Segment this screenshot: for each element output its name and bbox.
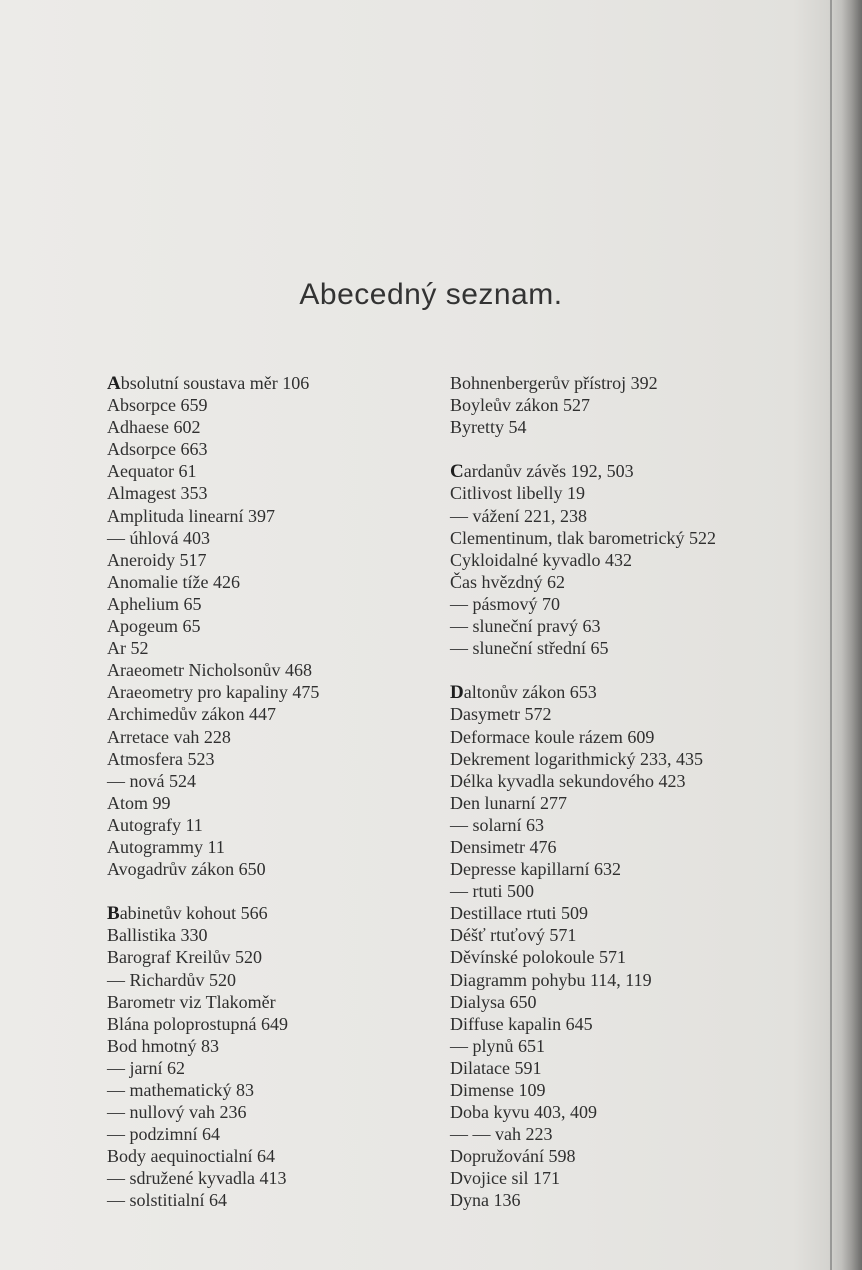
page-edge-shadow <box>828 0 862 1270</box>
index-entry: Densimetr 476 <box>450 836 557 857</box>
index-entry: Araeometry pro kapaliny 475 <box>107 682 320 703</box>
index-entry: Boyleův zákon 527 <box>450 395 590 416</box>
index-entry: Diffuse kapalin 645 <box>450 1013 593 1034</box>
section-gap <box>450 659 770 681</box>
index-entry: Délka kyvadla sekundového 423 <box>450 770 686 791</box>
index-entry: Dvojice sil 171 <box>450 1168 560 1189</box>
index-entry: Almagest 353 <box>107 483 208 504</box>
index-entry: Dasymetr 572 <box>450 704 552 725</box>
index-entry: Aneroidy 517 <box>107 549 207 570</box>
index-entry: Clementinum, tlak barometrický 522 <box>450 527 716 548</box>
index-entry: Cykloidalné kyvadlo 432 <box>450 549 632 570</box>
index-entry: Avogadrův zákon 650 <box>107 859 266 880</box>
index-entry: — jarní 62 <box>107 1057 185 1078</box>
index-entry: Body aequinoctialní 64 <box>107 1146 275 1167</box>
index-entry: — mathematický 83 <box>107 1080 254 1100</box>
index-entry: Byretty 54 <box>450 417 527 438</box>
index-entry: — solstitialní 64 <box>107 1190 228 1211</box>
index-entry: Cardanův závěs 192, 503 <box>450 461 634 483</box>
index-entry: — podzimní 64 <box>107 1124 220 1145</box>
index-entry: — Richardův 520 <box>107 969 236 990</box>
index-entry: — nová 524 <box>107 770 196 791</box>
index-entry: Arretace vah 228 <box>107 726 231 747</box>
index-entry: Atom 99 <box>107 792 171 813</box>
index-entry: Deformace koule rázem 609 <box>450 726 655 747</box>
index-entry: — sluneční pravý 63 <box>450 616 601 637</box>
index-entry: Adhaese 602 <box>107 417 201 438</box>
index-entry: Dyna 136 <box>450 1190 521 1211</box>
index-entry: — rtuti 500 <box>450 881 534 902</box>
index-entry: Dilatace 591 <box>450 1057 542 1078</box>
index-entry: Dialysa 650 <box>450 991 537 1012</box>
index-entry: Absorpce 659 <box>107 395 208 416</box>
index-entry: Dopružování 598 <box>450 1146 576 1167</box>
index-entry: Dimense 109 <box>450 1080 546 1100</box>
index-entry: Barometr viz Tlakoměr <box>107 991 276 1012</box>
index-entry: Depresse kapillarní 632 <box>450 859 621 880</box>
index-entry: Apogeum 65 <box>107 616 201 637</box>
index-entry: Déšť rtuťový 571 <box>450 925 577 946</box>
index-entry: Amplituda linearní 397 <box>107 505 275 526</box>
index-entry: Ballistika 330 <box>107 925 208 946</box>
index-entry: Citlivost libelly 19 <box>450 483 586 504</box>
index-entry: Adsorpce 663 <box>107 439 208 460</box>
index-entry: — pásmový 70 <box>450 593 560 614</box>
page-binding-line <box>830 0 832 1270</box>
index-entry: Daltonův zákon 653 <box>450 682 597 704</box>
index-entry: Araeometr Nicholsonův 468 <box>107 660 312 681</box>
section-gap <box>107 880 407 902</box>
index-entry: — vážení 221, 238 <box>450 505 587 526</box>
index-entry: Atmosfera 523 <box>107 748 215 769</box>
index-entry: Autografy 11 <box>107 814 203 835</box>
index-entry: Destillace rtuti 509 <box>450 903 588 924</box>
index-entry: Anomalie tíže 426 <box>107 571 240 592</box>
index-column-left <box>107 372 407 1212</box>
index-entry: Blána poloprostupná 649 <box>107 1013 288 1034</box>
index-entry: Babinetův kohout 566 <box>107 903 268 925</box>
index-entry: — úhlová 403 <box>107 527 210 548</box>
index-entry: Bod hmotný 83 <box>107 1035 220 1056</box>
index-entry: Aphelium 65 <box>107 593 202 614</box>
index-entry: Čas hvězdný 62 <box>450 571 565 592</box>
index-column-right <box>450 372 770 1212</box>
index-entry: — sdružené kyvadla 413 <box>107 1168 287 1189</box>
index-entry: — plynů 651 <box>450 1035 546 1056</box>
index-entry: Dekrement logarithmický 233, 435 <box>450 748 703 769</box>
index-entry: — solarní 63 <box>450 814 544 835</box>
index-entry: Absolutní soustava měr 106 <box>107 373 310 394</box>
index-entry: — — vah 223 <box>450 1124 553 1145</box>
index-entry: Bohnenbergerův přístroj 392 <box>450 373 658 393</box>
index-entry: Archimedův zákon 447 <box>107 704 276 725</box>
index-entry: Barograf Kreilův 520 <box>107 947 262 968</box>
index-entry: Den lunarní 277 <box>450 792 567 813</box>
index-entry: Autogrammy 11 <box>107 836 225 857</box>
index-entry: Aequator 61 <box>107 461 197 482</box>
index-entry: Doba kyvu 403, 409 <box>450 1102 597 1123</box>
index-entry: Diagramm pohybu 114, 119 <box>450 969 652 990</box>
index-entry: Děvínské polokoule 571 <box>450 947 626 968</box>
index-entry: — sluneční střední 65 <box>450 638 609 659</box>
index-entry: Ar 52 <box>107 638 149 659</box>
section-gap <box>450 438 770 460</box>
index-entry: — nullový vah 236 <box>107 1102 247 1123</box>
page-title: Abecedný seznam. <box>299 278 563 311</box>
